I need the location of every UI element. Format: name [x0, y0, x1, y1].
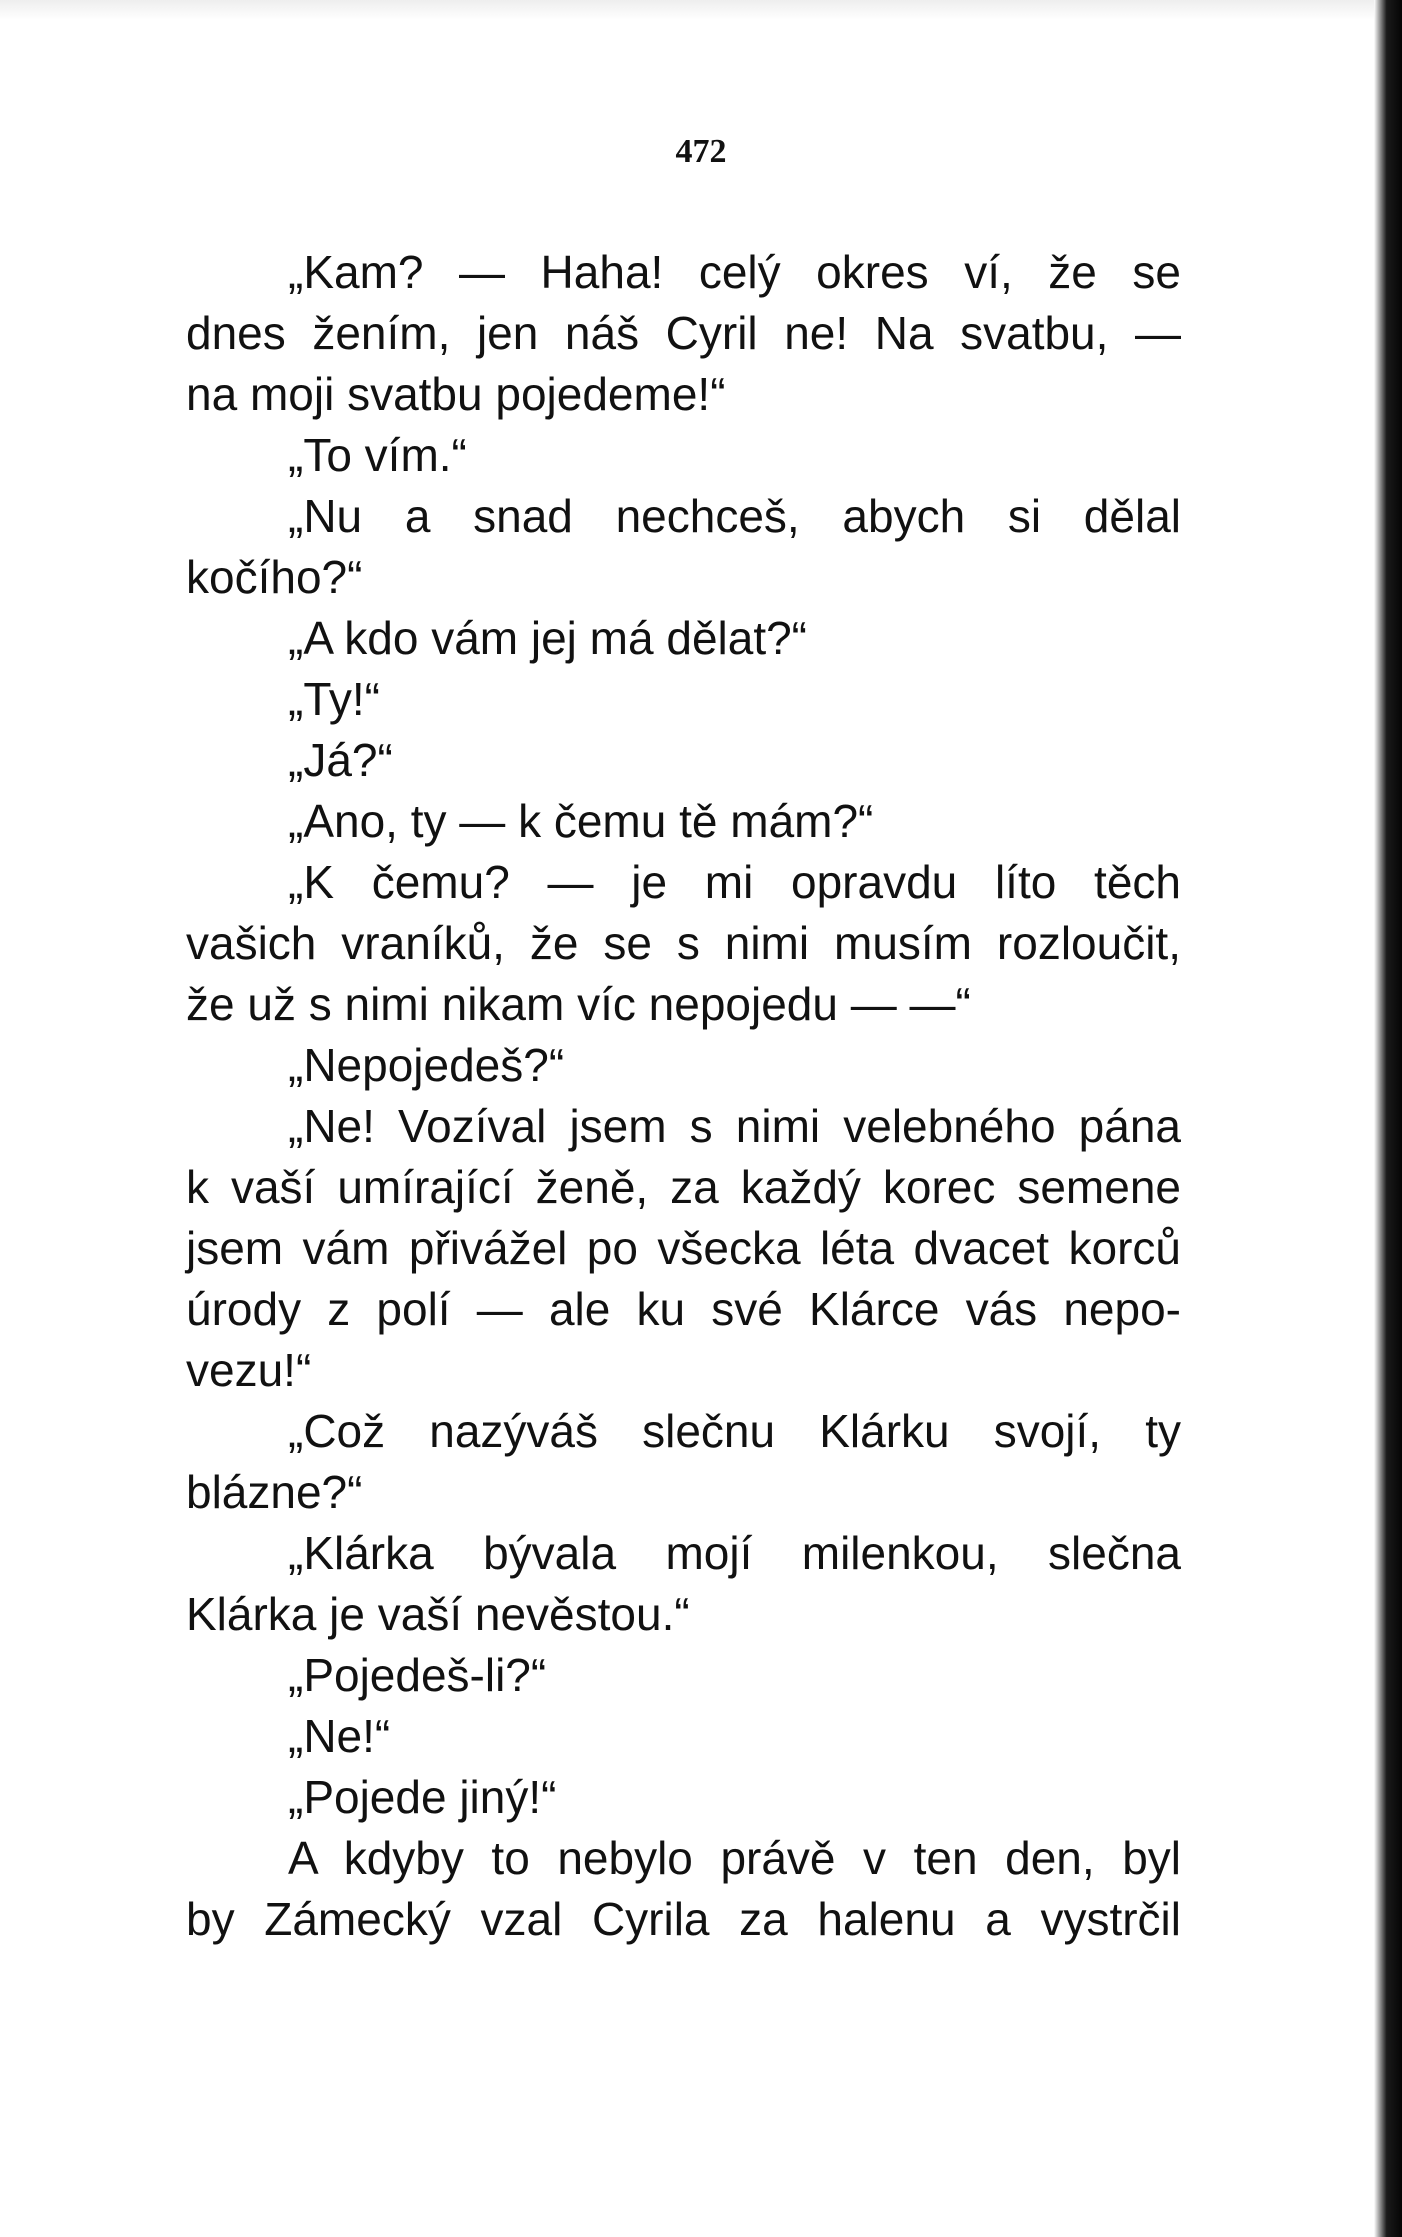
text-line: dnes žením, jen náš Cyril ne! Na svatbu, —	[186, 307, 1181, 359]
text-line: vezu!“	[186, 1344, 312, 1396]
text-line: „Kam? — Haha! celý okres ví, že se	[288, 246, 1181, 298]
text-line: „Já?“	[288, 734, 393, 786]
text-line: kočího?“	[186, 551, 363, 603]
body-text	[186, 242, 1181, 1950]
text-line: by Zámecký vzal Cyrila za halenu a vystrčil	[186, 1893, 1181, 1945]
text-line: že už s nimi nikam víc nepojedu — —“	[186, 978, 971, 1030]
scan-top-edge	[0, 0, 1402, 20]
text-line: Klárka je vaší nevěstou.“	[186, 1588, 690, 1640]
text-line: na moji svatbu pojedeme!“	[186, 368, 726, 420]
text-line: jsem vám přivážel po všecka léta dvacet korců	[186, 1222, 1181, 1274]
text-line: A kdyby to nebylo právě v ten den, byl	[288, 1832, 1181, 1884]
text-line: „Pojede jiný!“	[288, 1771, 557, 1823]
text-line: „Ne! Vozíval jsem s nimi velebného pána	[288, 1100, 1181, 1152]
text-line: „Ty!“	[288, 673, 380, 725]
text-line: „Ano, ty — k čemu tě mám?“	[288, 795, 874, 847]
text-line: „Pojedeš-li?“	[288, 1649, 547, 1701]
text-line: „Nepojedeš?“	[288, 1039, 565, 1091]
text-line: úrody z polí — ale ku své Klárce vás nepo-	[186, 1283, 1181, 1335]
text-line: „A kdo vám jej má dělat?“	[288, 612, 808, 664]
scan-right-edge	[1374, 0, 1402, 2237]
text-line: „K čemu? — je mi opravdu líto těch	[288, 856, 1181, 908]
text-line: blázne?“	[186, 1466, 363, 1518]
text-line: „Ne!“	[288, 1710, 391, 1762]
text-line: „To vím.“	[288, 429, 467, 481]
text-line: „Nu a snad nechceš, abych si dělal	[288, 490, 1181, 542]
text-line: „Klárka bývala mojí milenkou, slečna	[288, 1527, 1181, 1579]
text-line: vašich vraníků, že se s nimi musím rozloučit,	[186, 917, 1181, 969]
text-line: k vaší umírající ženě, za každý korec semene	[186, 1161, 1181, 1213]
page-number: 472	[675, 133, 727, 170]
text-line: „Což nazýváš slečnu Klárku svojí, ty	[288, 1405, 1181, 1457]
